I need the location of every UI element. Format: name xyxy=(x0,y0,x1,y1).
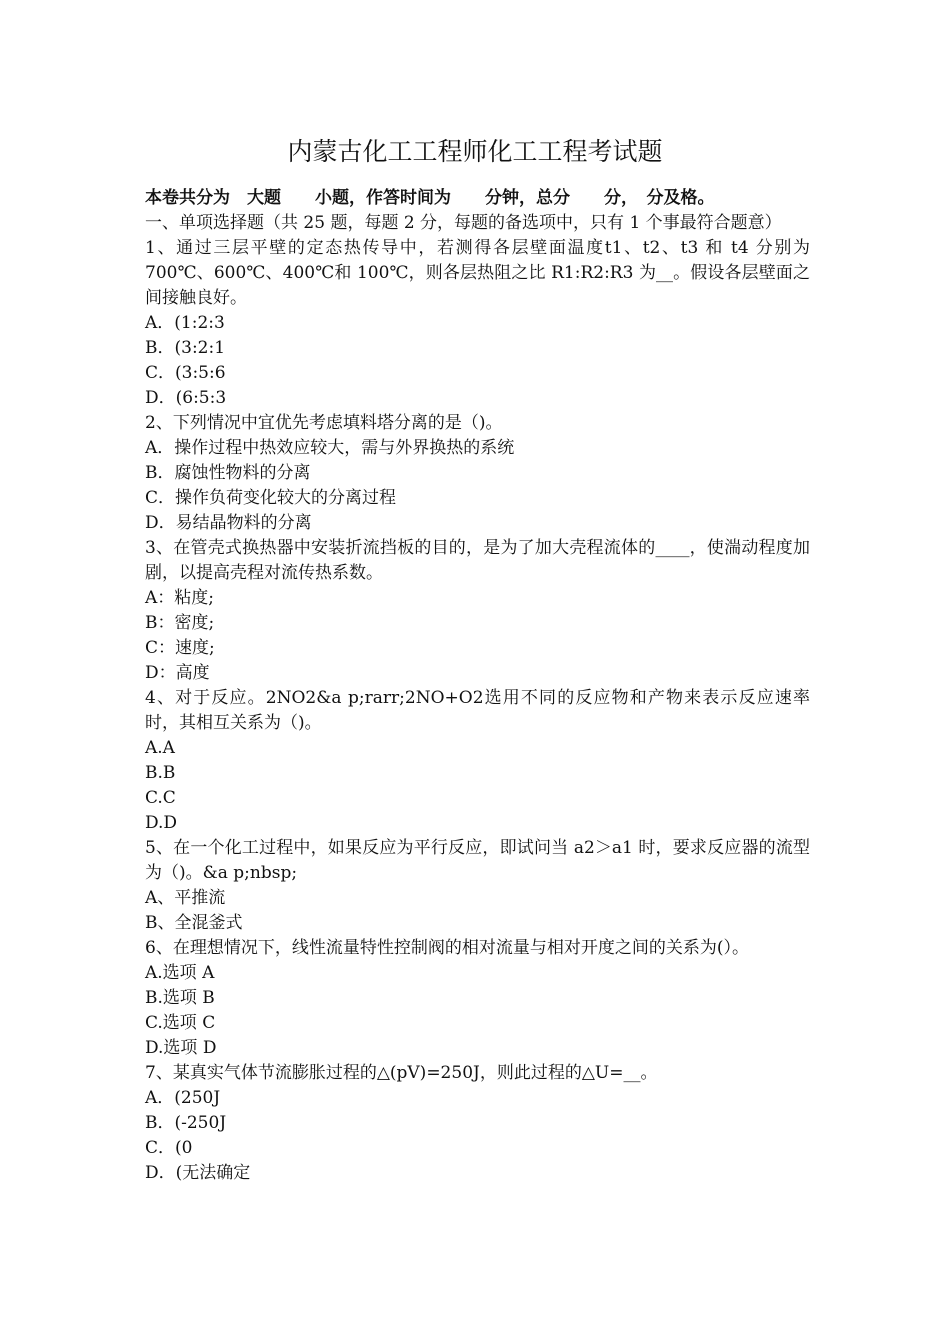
document-body xyxy=(145,186,810,1186)
question-4-option-d: D.D xyxy=(145,813,178,833)
question-5-stem: 5、在一个化工过程中，如果反应为平行反应，即试问当 a2＞a1 时，要求反应器的流型为（)。&a p;nbsp; xyxy=(145,838,810,883)
question-7-option-c: C．(0 xyxy=(145,1138,193,1158)
question-4-option-a: A.A xyxy=(145,738,175,758)
question-4-option-c: C.C xyxy=(145,788,176,808)
question-1-option-b: B．(3:2:1 xyxy=(145,338,226,358)
question-2-option-a: A．操作过程中热效应较大，需与外界换热的系统 xyxy=(145,438,515,458)
question-5-option-b: B、全混釜式 xyxy=(145,913,243,933)
question-6-stem: 6、在理想情况下，线性流量特性控制阀的相对流量与相对开度之间的关系为(）。 xyxy=(145,938,749,958)
question-1-option-d: D．(6:5:3 xyxy=(145,388,227,408)
question-2-option-d: D．易结晶物料的分离 xyxy=(145,513,312,533)
section-heading: 一、单项选择题（共 25 题，每题 2 分，每题的备选项中，只有 1 个事最符合题意） xyxy=(145,213,782,233)
question-1-option-a: A．(1:2:3 xyxy=(145,313,225,333)
question-1-option-c: C．(3:5:6 xyxy=(145,363,226,383)
question-3-option-d: D：高度 xyxy=(145,663,210,683)
exam-instructions: 本卷共分为 大题 小题，作答时间为 分钟，总分 分， 分及格。 xyxy=(145,188,715,208)
question-7-option-a: A．(250J xyxy=(145,1088,221,1108)
question-2-stem: 2、下列情况中宜优先考虑填料塔分离的是（)。 xyxy=(145,413,503,433)
question-7-option-b: B．(-250J xyxy=(145,1113,227,1133)
question-6-option-b: B.选项 B xyxy=(145,988,215,1008)
question-5-option-a: A、平推流 xyxy=(145,888,226,908)
question-3-option-b: B：密度; xyxy=(145,613,215,633)
question-3-option-a: A：粘度; xyxy=(145,588,215,608)
question-4-option-b: B.B xyxy=(145,763,176,783)
question-6-option-c: C.选项 C xyxy=(145,1013,216,1033)
question-2-option-c: C．操作负荷变化较大的分离过程 xyxy=(145,488,397,508)
question-7-option-d: D．(无法确定 xyxy=(145,1163,251,1183)
question-3-stem: 3、在管壳式换热器中安装折流挡板的目的，是为了加大壳程流体的____，使湍动程度加剧，以提高壳程对流传热系数。 xyxy=(145,538,810,583)
question-4-stem: 4、对于反应。2NO2&a p;rarr;2NO+O2选用不同的反应物和产物来表示反应速率时，其相互关系为（)。 xyxy=(145,688,810,733)
question-2-option-b: B．腐蚀性物料的分离 xyxy=(145,463,311,483)
question-1-stem: 1、通过三层平壁的定态热传导中，若测得各层壁面温度t1、t2、t3 和 t4 分别为 700℃、600℃、400℃和 100℃，则各层热阻之比 R1:R2:R3 为__。假设各层壁面之间接触良好。 xyxy=(145,238,810,308)
question-7-stem: 7、某真实气体节流膨胀过程的△(pV)=250J，则此过程的△U=__。 xyxy=(145,1063,658,1083)
question-6-option-a: A.选项 A xyxy=(145,963,215,983)
question-3-option-c: C：速度; xyxy=(145,638,215,658)
question-6-option-d: D.选项 D xyxy=(145,1038,217,1058)
document-title: 内蒙古化工工程师化工工程考试题 xyxy=(287,139,663,166)
